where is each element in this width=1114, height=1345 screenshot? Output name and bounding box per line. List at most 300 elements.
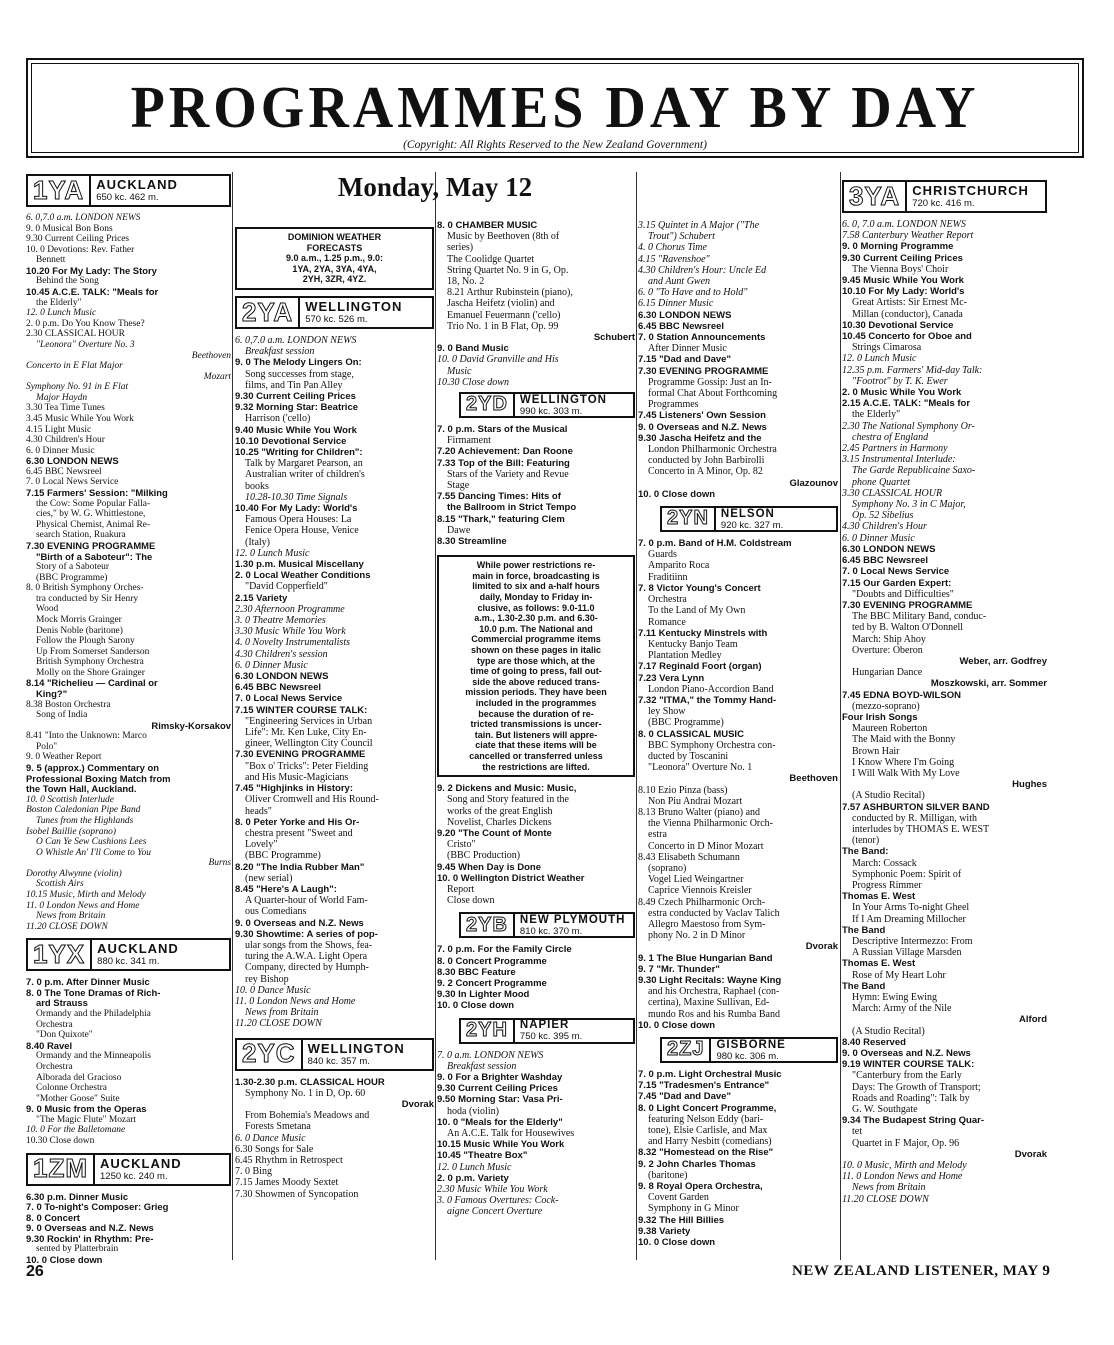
program-line: 8. 0 Peter Yorke and His Or- [235,816,360,828]
program-line: 18, No. 2 [447,276,485,288]
power-restrictions-notice [437,555,635,777]
column-4 [638,220,838,1248]
program-line: 2.45 Partners in Harmony [842,443,948,455]
program-line: 10. 0 Wellington District Weather [437,872,585,884]
program-line: ular songs from the Shows, fea- [245,939,373,951]
program-line: 6. 0 Dinner Music [235,659,308,671]
program-line: 1.30 p.m. Musical Miscellany [235,559,364,571]
program-line: chestra of England [852,431,929,443]
station-city: GISBORNE [716,1038,786,1051]
column-5 [842,172,1047,1205]
program-line: Dorothy Alwynne (violin) [26,868,122,879]
station-city: AUCKLAND [97,941,179,957]
program-line: 9. 2 John Charles Thomas [638,1158,756,1170]
station-2yc-banner [235,1038,434,1071]
program-line: 10.28-10.30 Time Signals [245,491,348,503]
program-line: 7.15 "Tradesmen's Entrance" [638,1080,770,1092]
program-line: (tenor) [852,835,880,847]
program-line: 12. 0 Lunch Music [437,1161,512,1173]
program-line: Follow the Plough Sarony [36,636,135,647]
program-line: Weber, arr. Godfrey [959,655,1047,667]
program-line: 8.30 BBC Feature [437,966,516,978]
program-line: Orchestra [648,594,687,606]
program-line: conducted by R. Milligan, with [852,812,977,824]
station-2yd-banner [459,392,635,418]
program-line: Four Irish Songs [842,711,918,723]
program-line: 9.32 Morning Star: Beatrice [235,402,359,414]
column-rule [840,172,841,1260]
program-line: 7.30 EVENING PROGRAMME [638,365,769,377]
program-line: I Will Walk With My Love [852,767,960,779]
station-frequency: 920 kc. 327 m. [720,519,784,531]
program-line: Concerto in A Minor, Op. 82 [648,466,763,478]
program-line: 9. 0 Morning Programme [842,241,954,253]
program-line: Dvorak [1014,1148,1047,1160]
program-list-2yn [638,538,838,1031]
program-line: 7.45 EDNA BOYD-WILSON [842,689,961,701]
program-line: 7. 0 p.m. After Dinner Music [26,977,150,988]
program-line: Orchestra [36,1019,73,1030]
program-line: O Can Ye Sew Cushions Lees [36,837,147,848]
box-line: shown on these pages in italic [470,645,602,656]
program-line: Major Haydn [36,392,88,403]
program-line: and his Orchestra, Raphael (con- [648,986,780,998]
program-line: March: Army of the Nile [852,1003,952,1015]
program-line: (soprano) [648,862,687,874]
program-line: Hungarian Dance [852,667,923,679]
program-line: 9. 0 Musical Bon Bons [26,223,113,234]
program-line: 9.30 Current Ceiling Prices [26,234,130,245]
program-line: rey Bishop [245,973,289,985]
program-line: "Box o' Tricks": Peter Fielding [245,760,369,772]
station-city: NAPIER [519,1019,570,1032]
program-line: 2. 0 Local Weather Conditions [235,570,371,582]
program-line: 2. 0 p.m. Variety [437,1172,509,1184]
program-line: Life": Mr. Ken Luke, City En- [245,727,367,739]
program-line: 7.58 Canterbury Weather Report [842,230,974,242]
program-line: 10.30 Close down [26,1135,95,1146]
program-line: certina), Maxine Sullivan, Ed- [648,997,770,1009]
program-line: 11.20 CLOSE DOWN [26,921,108,932]
program-line: 6. 0 "To Have and to Hold" [638,287,748,299]
program-line: 9.19 WINTER COURSE TALK: [842,1059,975,1071]
program-list-1zm [26,1192,231,1266]
program-line: 7.23 Vera Lynn [638,672,705,684]
program-list-2yc-cont [437,220,635,388]
program-line: An A.C.E. Talk for Housewives [447,1128,575,1140]
program-line: 8.41 "Into the Unknown: Marco [26,731,147,742]
program-line: 11.20 CLOSE DOWN [235,1018,322,1030]
program-line: Molly on the Shore Grainger [36,667,145,678]
program-list-2yd-cont [437,783,635,906]
program-line: books [245,480,269,492]
program-line: 9.40 Music While You Work [235,424,357,436]
program-line: The Garde Republicaine Saxo- [852,465,976,477]
program-line: Rose of My Heart Lohr [852,969,946,981]
program-line: 8. 0 CLASSICAL MUSIC [638,728,744,740]
program-line: 11. 0 London News and Home [26,900,140,911]
program-list-3ya [842,219,1047,1205]
program-line: Caprice Viennois Kreisler [648,885,752,897]
box-line: tricted transmissions is uncer- [470,719,602,730]
program-line: 9.38 Variety [638,1225,691,1237]
program-list-1ya [26,213,231,932]
program-line: "The Magic Flute" Mozart [36,1114,137,1125]
program-line: Concerto in D Minor Mozart [648,840,764,852]
program-line: 4. 0 Novelty Instrumentalists [235,637,350,649]
program-line: 10. 0 Music, Mirth and Melody [842,1160,967,1172]
program-line: 6. 0,7.0 a.m. LONDON NEWS [26,213,141,223]
program-line: the Town Hall, Auckland. [26,784,137,795]
program-line: 2.30 The National Symphony Or- [842,420,975,432]
program-line: "Doubts and Difficulties" [852,588,954,600]
box-line: Commercial programme items [471,634,601,645]
program-list-2zj [638,1069,838,1248]
station-2yn-banner [660,506,838,532]
program-line: "Don Quixote" [36,1030,93,1041]
station-city: NELSON [720,507,775,520]
program-line: 9. 0 Overseas and N.Z. News [235,917,364,929]
box-line: 10.0 p.m. The National and [479,623,593,634]
program-line: Beethoven [789,773,838,785]
program-line: Overture: Oberon [852,644,923,656]
program-line: 9.50 Morning Star: Vasa Pri- [437,1094,563,1106]
program-list-1yx [26,977,231,1146]
program-line: 7.32 "ITMA," the Tommy Hand- [638,694,777,706]
program-line: 7.33 Top of the Bill: Featuring [437,457,570,469]
program-line: 8.15 "Thark," featuring Clem [437,513,565,525]
program-line: Ormandy and the Minneapolis [36,1051,151,1062]
program-line: 2.30 CLASSICAL HOUR [26,329,125,340]
program-line: 8. 0 Concert [26,1212,80,1223]
program-line: 10. 0 For the Balletomane [26,1125,126,1136]
program-line: Isobel Baillie (soprano) [26,826,117,837]
program-line: 10.45 A.C.E. TALK: "Meals for [26,287,159,298]
program-line: 10. 0 Devotions: Rev. Father [26,244,135,255]
station-2ya-banner [235,296,434,329]
program-line: News from Britain [245,1007,319,1019]
program-line: 7. 8 Victor Young's Concert [638,582,761,594]
program-line: Amparito Roca [648,560,710,572]
program-line: 7. 0 To-night's Composer: Grieg [26,1202,169,1213]
box-line: daily, Monday to Friday in- [479,592,593,603]
program-line: 6. 0,7.0 a.m. LONDON NEWS [235,334,357,346]
program-line: 10.25 "Writing for Children": [235,447,363,458]
program-line: Roads and Roading": Talk by [852,1092,970,1104]
program-line: Fenice Opera House, Venice [245,525,359,537]
program-line: Forests Smetana [245,1121,311,1133]
page-number: 26 [26,1263,44,1280]
station-frequency: 810 kc. 370 m. [519,925,583,937]
program-line: 4.30 Children's Hour [26,435,105,446]
box-line: FORECASTS [306,242,363,253]
program-line: Talk by Margaret Pearson, an [245,458,363,470]
station-city: WELLINGTON [307,1040,405,1056]
program-line: 7. 0 Local News Service [235,693,343,705]
box-line: included in the programmes [475,698,597,708]
program-line: O Whistle An' I'll Come to You [36,847,152,858]
program-line: Thomas E. West [842,891,916,903]
program-line: 10.10 For My Lady: World's [842,286,965,298]
callsign: 2YB [461,914,515,936]
program-line: (BBC Programme) [245,850,321,862]
column-rule [232,172,233,1260]
program-line: Professional Boxing Match from [26,773,171,784]
program-line: Rimsky-Korsakov [151,720,231,731]
program-line: 12. 0 Lunch Music [842,353,917,365]
program-line: 9.34 The Budapest String Quar- [842,1115,984,1127]
program-line: The Band: [842,846,889,858]
program-line: 9. 0 Overseas and N.Z. News [842,1048,971,1060]
column-2 [235,224,434,1200]
program-line: Programmes [648,399,699,411]
program-line: 8.13 Bruno Walter (piano) and [638,806,761,818]
box-line: cancelled or transferred unless [469,750,603,761]
callsign: 1ZM [28,1155,95,1184]
column-1 [26,172,231,1266]
program-line: Dvorak [401,1098,434,1110]
program-line: 3.30 CLASSICAL HOUR [842,487,943,499]
program-line: King?" [36,689,68,700]
program-line: Song of India [36,710,88,721]
program-line: Wood [36,604,59,615]
program-line: 10. 0 Close down [638,1237,716,1249]
program-line: 9.30 Current Ceiling Prices [437,1083,558,1095]
program-line: turing the A.W.A. Light Opera [245,951,368,963]
box-line: While power restrictions re- [476,560,596,571]
program-line: Alford [1019,1014,1047,1026]
program-line: News from Britain [852,1182,926,1194]
program-line: 7.15 Our Garden Expert: [842,577,952,589]
program-line: Breakfast session [447,1060,517,1072]
program-line: 8.32 "Homestead on the Rise" [638,1147,774,1159]
program-line: Quartet in F Major, Op. 96 [852,1137,960,1149]
program-line: 3.15 Quintet in A Major ("The [638,220,760,231]
program-line: 10.20 For My Lady: The Story [26,265,157,276]
program-line: 7.45 Listeners' Own Session [638,410,766,422]
program-line: Novelist, Charles Dickens [447,816,552,828]
program-line: 6.45 BBC Newsreel [842,555,929,567]
program-line: 9. 0 For a Brighter Washday [437,1072,563,1084]
program-line: 9. 0 Music from the Operas [26,1104,147,1115]
program-line: 9. 0 Overseas and N.Z. News [26,1223,154,1234]
program-line: 10. 0 Dance Music [235,984,311,996]
program-line: Glazounov [789,477,838,489]
station-2yb-banner [459,912,635,938]
program-line: Brown Hair [852,745,900,757]
program-line: 8. 0 The Tone Dramas of Rich- [26,987,161,998]
column-rule [435,172,436,1260]
program-line: 10. 0 Close down [26,1255,103,1266]
program-line: Song and Story featured in the [447,794,569,806]
program-line: Jascha Heifetz (violin) and [447,298,555,310]
program-line: 4.30 Children's Hour: Uncle Ed [638,264,767,276]
program-line: Fraditiinn [648,571,688,583]
station-frequency: 880 kc. 341 m. [97,956,160,968]
program-line: 9.30 Jascha Heifetz and the [638,432,762,444]
callsign: 1YA [28,176,91,205]
program-list-2yh [437,1050,635,1218]
station-city: NEW PLYMOUTH [519,913,626,926]
program-line: gineer, Wellington City Council [245,738,373,750]
program-line: Beethoven [191,350,231,361]
program-line: 10.10 Devotional Service [235,435,347,447]
station-city: CHRISTCHURCH [912,183,1029,198]
program-line: the Ballroom in Strict Tempo [447,502,577,514]
program-line: 10.45 Concerto for Oboe and [842,331,972,343]
program-line: Romance [648,616,686,628]
program-line: 3.45 Music While You Work [26,413,134,424]
program-line: Trout") Schubert [648,231,715,243]
box-line: 1YA, 2YA, 3YA, 4YA, [292,263,377,274]
program-line: 9. 2 Concert Programme [437,978,547,989]
program-line: (new serial) [245,872,293,884]
program-line: Mozart [203,371,231,382]
program-line: 7.30 EVENING PROGRAMME [26,540,156,551]
program-list-2yc [235,1077,434,1200]
program-line: 7.15 James Moody Sextet [235,1177,339,1189]
program-line: search Station, Ruakura [36,530,126,541]
program-line: 8.49 Czech Philharmonic Orch- [638,896,766,908]
program-line: interludes by THOMAS E. WEST [852,823,990,835]
station-city: AUCKLAND [96,177,178,192]
copyright-note: (Copyright: All Rights Reserved to the New Zealand Government) [403,139,707,151]
program-line: 10.45 "Theatre Box" [437,1150,528,1162]
program-line: The Maid with the Bonny [852,734,956,746]
box-line: 2YH, 3ZR, 4YZ. [302,274,367,285]
program-line: 1.30-2.30 p.m. CLASSICAL HOUR [235,1076,385,1088]
column-3 [437,220,635,1218]
program-line: ley Show [648,706,686,718]
program-line: The BBC Military Band, conduc- [852,611,987,623]
program-line: "Mother Goose" Suite [36,1093,120,1104]
station-3ya-banner [842,180,1047,213]
program-line: sented by Platterbrain [36,1244,119,1255]
program-line: Symphonic Poem: Spirit of [852,868,962,880]
program-line: The Band [842,924,886,936]
weather-forecast-box [235,227,434,290]
program-line: 2.15 Variety [235,592,288,604]
program-line: 12.35 p.m. Farmers' Mid-day Talk: [842,364,983,376]
program-line: The Coolidge Quartet [447,253,535,265]
program-line: 2.30 Afternoon Programme [235,603,345,615]
program-line: "Canterbury from the Early [852,1070,962,1082]
program-line: News from Britain [36,911,106,922]
box-line: 9.0 a.m., 1.25 p.m., 9.0: [285,253,384,264]
program-line: 7.15 WINTER COURSE TALK: [235,704,368,716]
program-line: A Quarter-hour of World Fam- [245,895,368,907]
program-line: 4. 0 Chorus Time [638,242,707,254]
column-rule [636,172,637,1260]
program-line: (baritone) [648,1169,688,1181]
program-line: Progress Rimmer [852,879,922,891]
station-frequency: 650 kc. 462 m. [96,192,159,203]
program-line: Report [447,883,475,895]
station-1yx-banner [26,938,231,971]
box-line: DOMINION WEATHER [287,232,382,242]
box-line: the restrictions are lifted. [482,761,590,772]
program-line: Allegro Maestoso from Sym- [648,918,766,930]
program-line: ard Strauss [36,998,88,1009]
program-line: Kentucky Banjo Team [648,638,738,650]
program-line: "Birth of a Saboteur": The [36,551,153,562]
box-line: tain. But listeners will appre- [474,729,598,740]
program-line: (A Studio Recital) [852,1025,925,1037]
program-line: Close down [447,895,495,907]
program-line: Non Piu Andrai Mozart [648,795,743,807]
box-line: time of going to press, fall out- [470,666,602,677]
program-line: 9.30 In Lighter Mood [437,989,530,1001]
program-line: 11.20 CLOSE DOWN [842,1193,929,1205]
program-line: ducted by Toscanini [648,750,729,762]
box-line: clusive, as follows: 9.0-11.0 [477,602,595,613]
program-line: Dawe [447,524,471,536]
program-line: (BBC Programme) [648,717,724,729]
program-line: Symphony No. 3 in C Major, [852,499,966,511]
program-line: After Dinner Music [648,343,727,355]
program-line: 8.40 Ravel [26,1040,73,1051]
program-line: Thomas E. West [842,958,916,970]
station-city: AUCKLAND [100,1155,182,1171]
program-line: 7.45 "Dad and Dave" [638,1091,731,1103]
program-line: Denis Noble (baritone) [36,625,123,636]
program-line: heads" [245,805,272,817]
program-line: Burns [208,858,231,869]
program-line: March: Ship Ahoy [852,633,926,645]
program-line: 7.57 ASHBURTON SILVER BAND [842,801,990,813]
program-line: films, and Tin Pan Alley [245,379,343,391]
program-line: 7. 0 p.m. Light Orchestral Music [638,1069,782,1081]
program-line: 8.45 "Here's A Laugh": [235,883,337,895]
program-line: 7.15 Farmers' Session: "Milking [26,488,168,499]
program-line: Hughes [1012,779,1047,791]
program-line: 9. 1 The Blue Hungarian Band [638,952,773,964]
program-line: Covent Garden [648,1192,709,1204]
program-line: Famous Opera Houses: La [245,514,352,526]
program-line: 10.15 Music While You Work [437,1139,565,1151]
program-line: 10. 0 David Granville and His [437,354,559,366]
program-line: 10. 0 Close down [638,488,716,500]
program-line: Lovely" [245,839,278,851]
program-line: 8.20 "The India Rubber Man" [235,861,365,873]
program-line: 2.30 Music While You Work [437,1184,548,1196]
station-frequency: 980 kc. 306 m. [716,1050,779,1062]
program-line: 6.30 LONDON NEWS [638,309,732,321]
program-line: Up From Somerset Sanderson [36,646,150,657]
masthead: NEW ZEALAND LISTENER, MAY 9 [792,1263,1051,1279]
program-line: 7.11 Kentucky Minstrels with [638,627,768,639]
program-line: 9. 7 "Mr. Thunder" [638,963,720,975]
program-line: "Leonora" Overture No. 1 [648,762,753,774]
program-line: Physical Chemist, Animal Re- [36,519,151,530]
program-line: 7. 0 Station Announcements [638,332,766,344]
station-2zj-banner [660,1037,838,1063]
program-line: 7.30 EVENING PROGRAMME [842,599,973,611]
program-line: (A Studio Recital) [852,790,925,802]
program-line: 6.15 Dinner Music [638,298,714,310]
program-line: Symphony No. 91 in E Flat [26,382,129,393]
program-line: Company, directed by Humph- [245,962,369,974]
program-line: 8.30 Streamline [437,536,507,548]
program-line: "David Copperfield" [245,581,328,593]
program-line: 7.17 Reginald Foort (organ) [638,661,762,673]
program-line: phony No. 2 in D Minor [648,930,746,942]
station-frequency: 750 kc. 395 m. [519,1031,583,1043]
program-line: 8.21 Arthur Rubinstein (piano), [447,287,573,299]
program-line: 7.30 EVENING PROGRAMME [235,749,366,761]
program-line: 2. 0 Music While You Work [842,387,962,399]
program-line: A Russian Village Marsden [852,947,962,959]
